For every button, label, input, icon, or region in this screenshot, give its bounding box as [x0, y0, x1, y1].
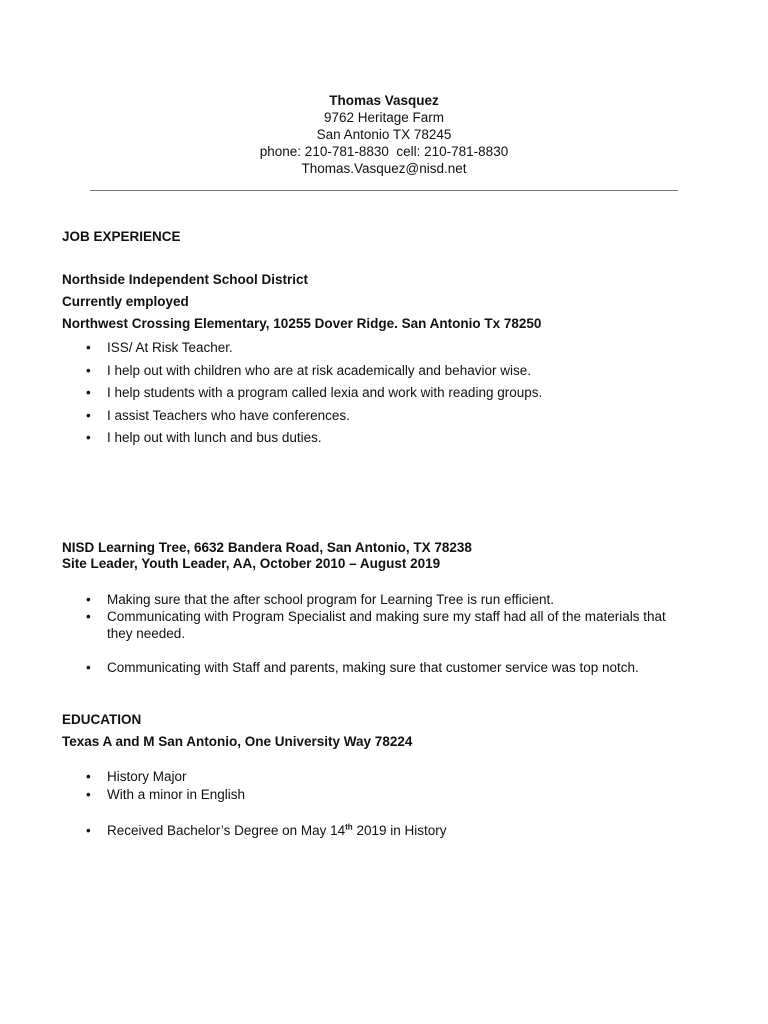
email-address: Thomas.Vasquez@nisd.net: [301, 161, 467, 176]
list-item: • I help out with lunch and bus duties.: [62, 427, 542, 450]
header-divider: [90, 190, 678, 191]
list-item: • I assist Teachers who have conferences.: [62, 405, 542, 428]
education-school: Texas A and M San Antonio, One University Way 78224: [62, 734, 413, 749]
degree-text: Received Bachelor’s Degree on May 14: [107, 823, 346, 838]
phone-numbers: phone: 210-781-8830 cell: 210-781-8830: [259, 144, 509, 159]
education-heading: EDUCATION: [62, 712, 142, 727]
list-item: • Communicating with Program Specialist and making sure my staff had all of the materials that they needed.: [62, 608, 667, 642]
list-item: • History Major: [62, 768, 447, 786]
ordinal-suffix: th: [345, 822, 353, 832]
job-experience-heading: JOB EXPERIENCE: [62, 229, 181, 244]
resume-header: [0, 92, 768, 177]
job2-location: NISD Learning Tree, 6632 Bandera Road, San Antonio, TX 78238: [62, 540, 472, 555]
list-item: • I help students with a program called lexia and work with reading groups.: [62, 382, 542, 405]
job1-status: Currently employed: [62, 294, 189, 309]
city-state-zip: San Antonio TX 78245: [316, 127, 452, 142]
degree-text-end: 2019 in History: [352, 823, 447, 838]
job2-title: Site Leader, Youth Leader, AA, October 2010 – August 2019: [62, 556, 441, 571]
degree-item: [62, 822, 447, 840]
list-item: • With a minor in English: [62, 786, 447, 804]
street-address: 9762 Heritage Farm: [323, 110, 445, 125]
list-item: • Communicating with Staff and parents, making sure that customer service was top notch.: [62, 659, 667, 676]
job1-duties-list: [62, 337, 542, 450]
job1-employer: Northside Independent School District: [62, 272, 309, 287]
applicant-name: Thomas Vasquez: [329, 93, 439, 108]
list-item: • I help out with children who are at risk academically and behavior wise.: [62, 360, 542, 383]
job1-location: Northwest Crossing Elementary, 10255 Dover Ridge. San Antonio Tx 78250: [62, 316, 542, 331]
education-list: [62, 768, 447, 840]
list-item: • Making sure that the after school program for Learning Tree is run efficient.: [62, 591, 667, 608]
list-item: • ISS/ At Risk Teacher.: [62, 337, 542, 360]
job2-duties-list: [62, 591, 667, 676]
